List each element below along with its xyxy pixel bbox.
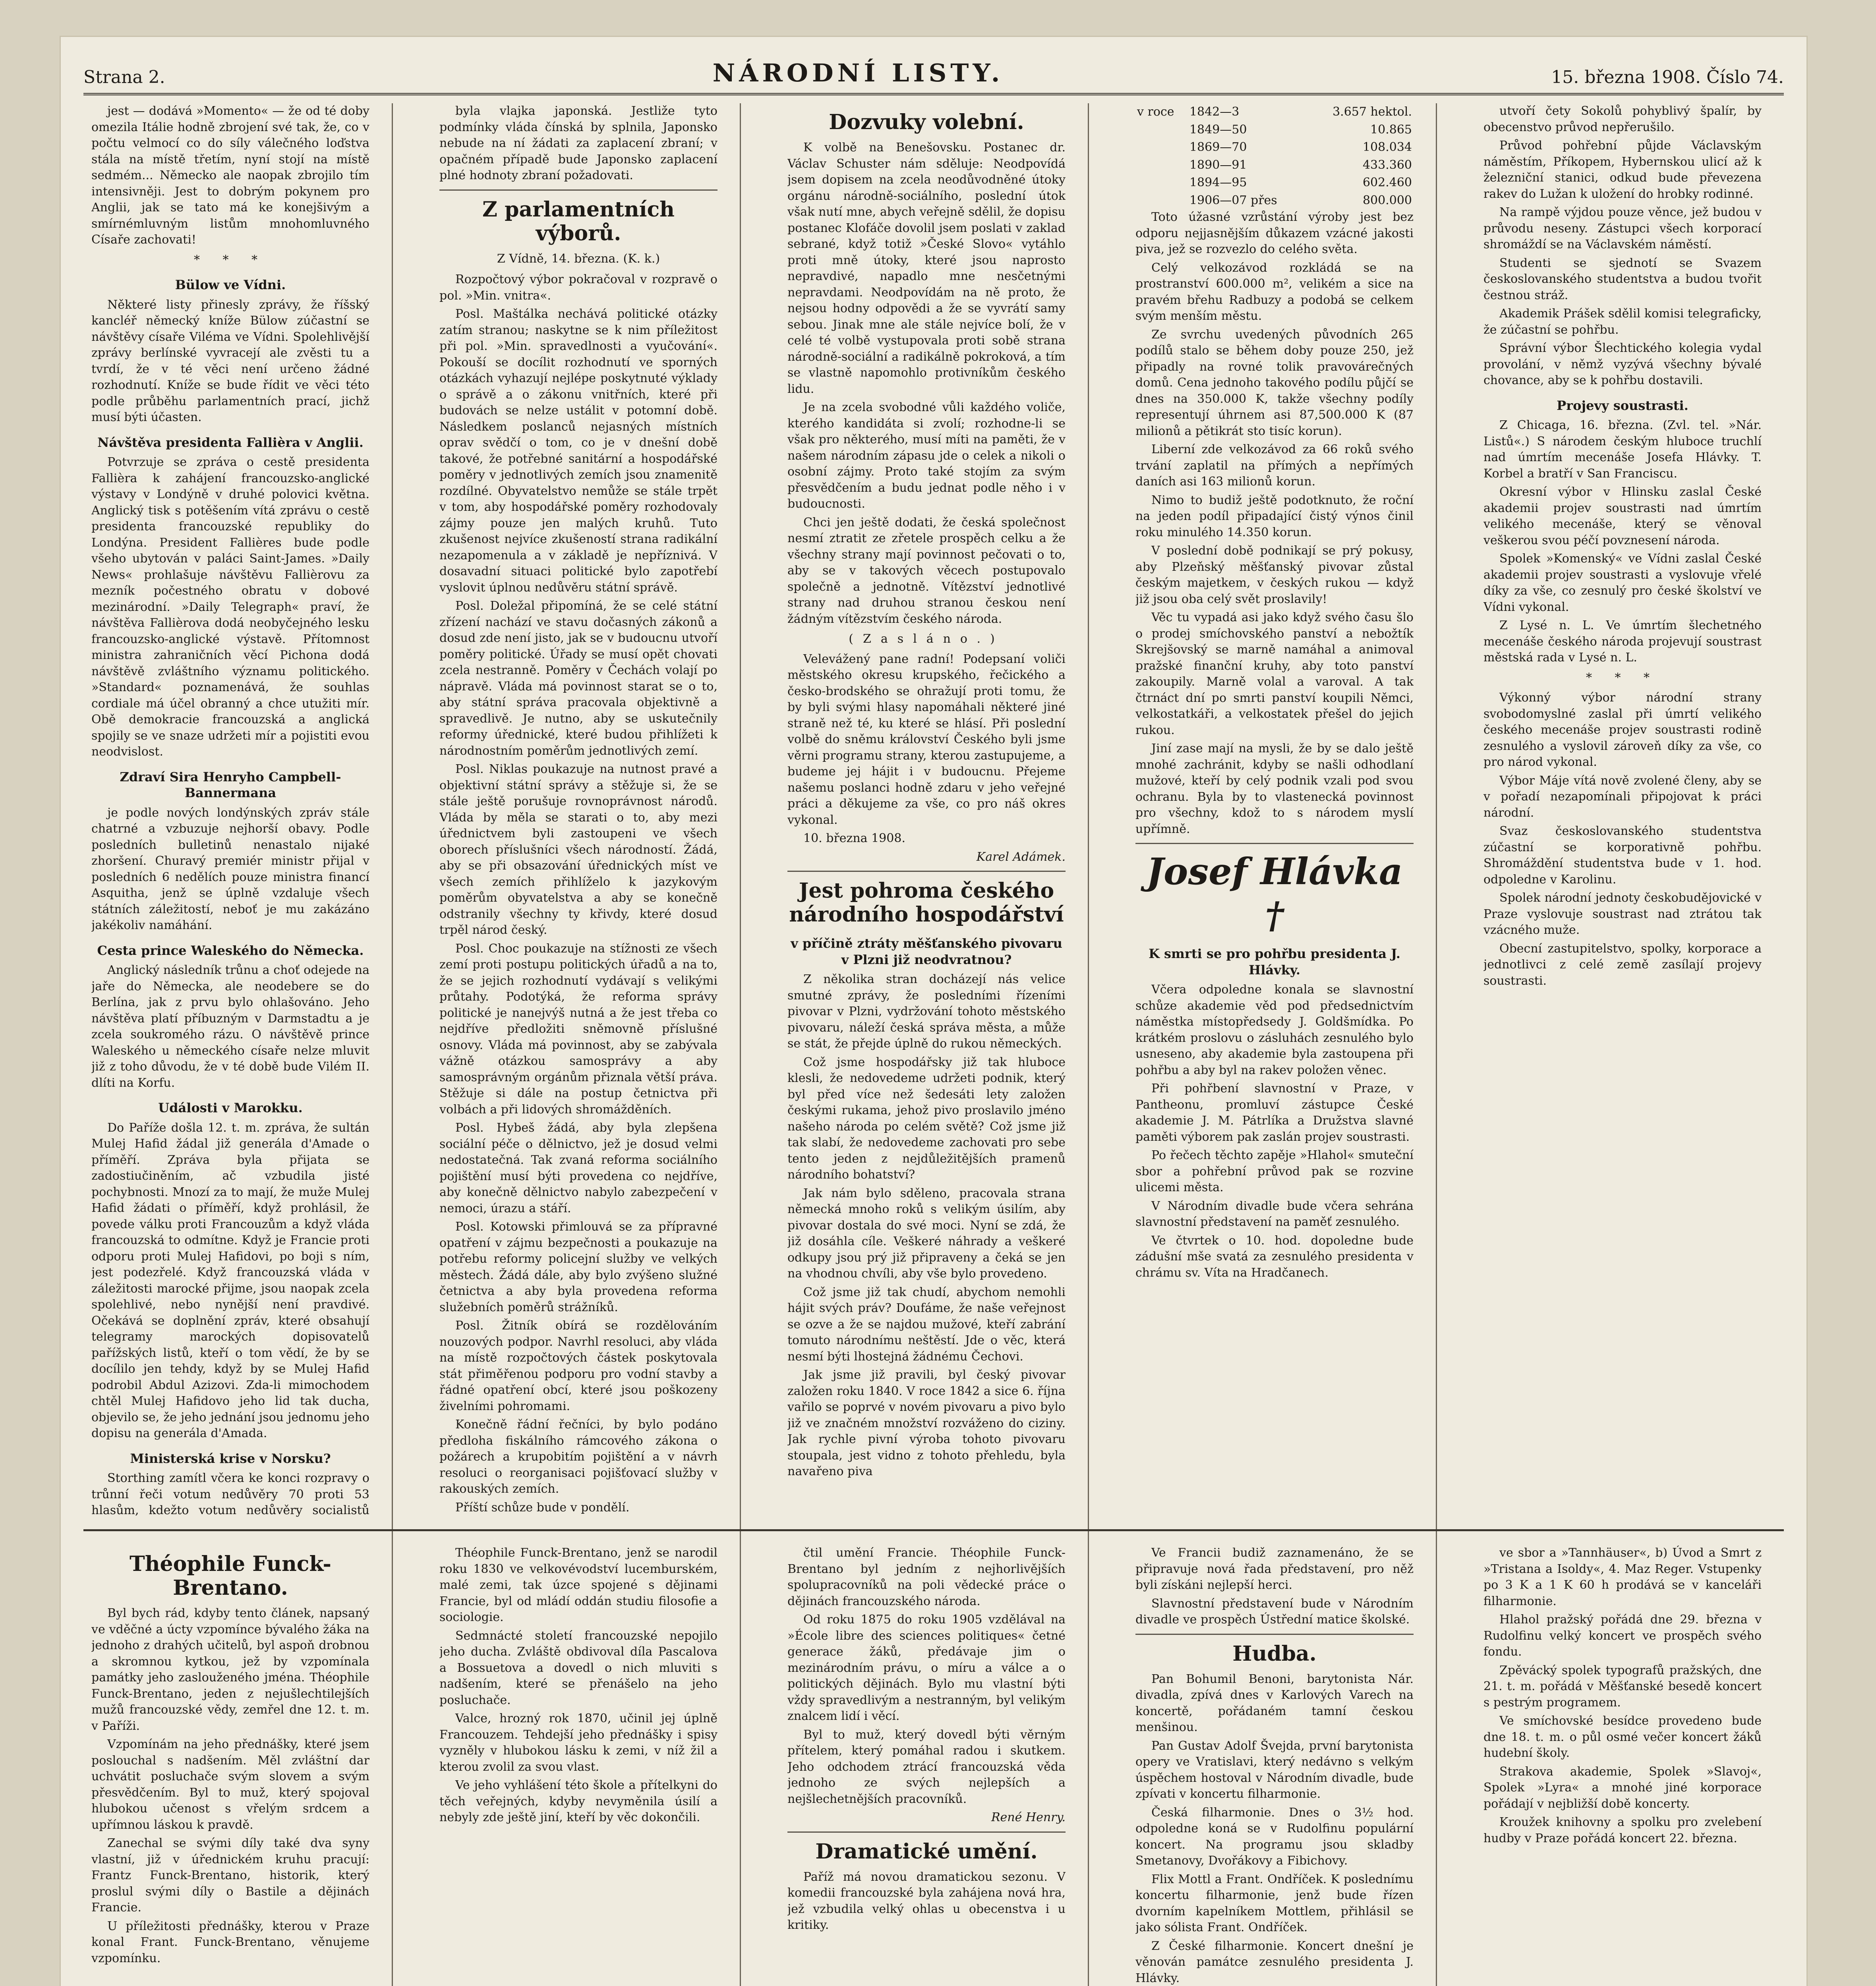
table-cell: 1894—95	[1189, 176, 1247, 189]
paragraph: Od roku 1875 do roku 1905 vzdělával na »École libre des sciences politiques« četné generace žáků, předávaje jim o mezinárodním právu, o míru a válce a o politických dějinách. Bylo mu vlastní býti vždy spravedlivým a nestranným, byl velikým znalcem lidí i věcí.	[787, 1613, 1066, 1723]
table-cell: 800.000	[1362, 193, 1412, 207]
divider	[787, 1831, 1066, 1833]
paragraph: Kroužek knihovny a spolku pro zvelebení hudby v Praze pořádá koncert 22. března.	[1483, 1815, 1762, 1845]
feuilleton-column-1	[91, 1545, 369, 1986]
article-heading: Zdraví Sira Henryho Campbell-Bannermana	[120, 769, 341, 800]
paragraph: Strakova akademie, Spolek »Slavoj«, Spolek »Lyra« a mnohé jiné korporace pořádají v nejbližší době koncerty.	[1483, 1764, 1762, 1811]
column-rule	[1436, 103, 1437, 1986]
paragraph: Posl. Niklas poukazuje na nutnost pravé a objektivní státní správy a stěžuje si, že se stále ještě porušuje rovnoprávnost národů. Vláda by měla se starati o to, aby mezi úřednictvem byli zastoupeni ve všech oborech příslušníci všech národností. Žádá, aby se při obsazování úřednických míst ve všech zemích přihlíželo k jazykovým poměrům obyvatelstva a aby se konečně odstranily všechny ty křivdy, které dosud trpěl národ český.	[439, 762, 718, 937]
paragraph: Studenti se sjednotí se Svazem českoslovanského studentstva a budou tvořit čestnou stráž.	[1483, 256, 1762, 302]
paragraph: Flix Mottl a Frant. Ondříček. K poslednímu koncertu filharmonie, jenž bude řízen dvorním kapelníkem Mottlem, přihlásil se jako sólista Frant. Ondříček.	[1135, 1872, 1414, 1934]
paragraph: Posl. Hybeš žádá, aby byla zlepšena sociální péče o dělnictvo, jež je dosud velmi nedostatečná. Tak zvaná reforma sociálního pojištění musí býti provedena co nejdříve, aby konečně dělnictvo nabylo zabezpečení v nemoci, úrazu a stáří.	[439, 1121, 718, 1215]
paragraph: Výkonný výbor národní strany svobodomyslné zaslal při úmrtí velikého českého mecenáše projev soustrasti rodině zesnulého a vyslovil zároveň díky za vše, co pro národ vykonal.	[1483, 691, 1762, 769]
table-cell: 3.657 hektol.	[1333, 105, 1412, 119]
newspaper-title: NÁRODNÍ LISTY.	[712, 58, 1004, 87]
label: (Zasláno.)	[849, 632, 1004, 646]
issue-date: 15. března 1908. Číslo 74.	[1551, 67, 1784, 87]
paragraph: Nimo to budiž ještě podotknuto, že roční na jeden podíl připadající čistý výnos činil roku minulého 14.350 korun.	[1135, 493, 1414, 539]
paragraph: Ve Francii budiž zaznamenáno, že se připravuje nová řada představení, pro něž byli získáni nejlepší herci.	[1135, 1546, 1414, 1592]
paragraph: je podle nových londýnských zpráv stále chatrné a vzbuzuje nejhorší obavy. Podle posledních bulletinů nenastalo nijaké zhoršení. Churavý premiér ministr přijal v posledních 6 nedělích pouze ministra financí Asquitha, jenž se úplně vzdaluje všech státních záležitostí, neboť je mu zakázáno jakékoliv namáhání.	[91, 806, 369, 932]
article-heading: Ministerská krise v Norsku?	[130, 1451, 331, 1466]
column-2	[439, 103, 718, 1517]
paragraph: Spolek »Komenský« ve Vídni zaslal České akademii projev soustrasti a vyslovuje vřelé díky za vše, co zesnulý pro české školství ve Vídni vykonal.	[1483, 552, 1762, 614]
paragraph: Posl. Doležal připomíná, že se celé státní zřízení nachází ve stavu dočasných zákonů a dosud zde není jisto, jak se v budoucnu utvoří poměry politické. Úřady se musí opět chovati zcela nestranně. Poměry v Čechách volají po nápravě. Vláda má povinnost starat se o to, aby státní správa pracovala objektivně a spravedlivě. Je nutno, aby se uskutečnily reformy úřednické, které budou přihlížeti k národnostním poměrům jednotlivých zemí.	[439, 599, 718, 758]
column-rule	[740, 103, 741, 1986]
paragraph: Storthing zamítl včera ke konci rozpravy o trůnní řeči votum nedůvěry 70 proti 53 hlasům, kdežto votum nedůvěry socialistů	[91, 1471, 369, 1517]
table-row	[1135, 121, 1414, 139]
divider	[1135, 843, 1414, 844]
feuilleton-heading: Théophile Funck-Brentano.	[130, 1552, 331, 1600]
paragraph: Paříž má novou dramatickou sezonu. V komedii francouzské byla zahájena nová hra, jež vzbudila velký ohlas u obecenstva i u kritiky.	[787, 1870, 1066, 1932]
paragraph: Ve smíchovské besídce provedeno bude dne 18. t. m. o půl osmé večer koncert žáků hudební školy.	[1483, 1714, 1762, 1760]
paragraph: Po řečech těchto zapěje »Hlahol« smuteční sbor a pohřební průvod pak se rozvine ulicemi města.	[1135, 1148, 1414, 1194]
paragraph: Svaz českoslovanského studentstva zúčastní se korporativně pohřbu. Shromáždění studentstva bude v 1. hod. odpoledne v Karolinu.	[1483, 824, 1762, 887]
table-cell: 433.360	[1362, 158, 1412, 172]
paragraph: Což jsme hospodářsky již tak hluboce klesli, že nedovedeme udržeti podnik, který byl před více než šedesáti lety založen českými rukama, jehož pivo proslavilo jméno našeho národa po celém světě? Což jsme již tak slabí, že nedovedeme zachovati pro sebe tento jeden z nejdůležitějších pramenů národního bohatství?	[787, 1055, 1066, 1182]
page-number: Strana 2.	[83, 67, 165, 87]
paragraph: Posl. Žitník obírá se rozdělováním nouzových podpor. Navrhl resoluci, aby vláda na místě rozpočtových částek poskytovala stát přiměřenou podporu pro vodní stavby a řádné opatření obcí, které jsou poškozeny živelními pohromami.	[439, 1319, 718, 1413]
paragraph: Zpěvácký spolek typografů pražských, dne 21. t. m. pořádá v Měšťanské besedě koncert s pestrým programem.	[1483, 1663, 1762, 1710]
article-heading: Bülow ve Vídni.	[175, 277, 286, 292]
section-heading: Dramatické umění.	[815, 1839, 1038, 1864]
paragraph: Příští schůze bude v pondělí.	[455, 1500, 630, 1515]
paragraph: Správní výbor Šlechtického kolegia vydal provolání, v němž vyzývá všechny bývalé chovance, aby se k pohřbu dostavili.	[1483, 341, 1762, 387]
column-4	[1135, 103, 1414, 1517]
paragraph: Pan Gustav Adolf Švejda, první barytonista opery ve Vratislavi, který nedávno s velkým úspěchem hostoval v Národním divadle, bude zpívati v koncertu filharmonie.	[1135, 1739, 1414, 1801]
article-subheading: K smrti se pro pohřbu presidenta J. Hlávky.	[1149, 946, 1400, 978]
masthead	[83, 52, 1784, 95]
paragraph: Velevážený pane radní! Podepsaní voliči městského okresu krupského, řečického a česko-brodského se ohražují proti tomu, že by byli svými hlasy napomáhali některé jiné straně než té, ku které se hlásí. Při poslední volbě do sněmu království Českého byli jsme věrni programu strany, kterou zastupujeme, a budeme jej hájit i v budoucnu. Přejeme našemu poslanci hodně zdaru v jeho veřejné práci a děkujeme za vše, co pro náš okres vykonal.	[787, 652, 1066, 827]
table-cell: 1906—07 přes	[1189, 193, 1277, 207]
paragraph: Pan Bohumil Benoni, barytonista Nár. divadla, zpívá dnes v Karlových Varech na koncertě, pořádaném tamní českou menšinou.	[1135, 1672, 1414, 1734]
table-row	[1135, 139, 1414, 156]
table-cell: 1869—70	[1189, 140, 1247, 154]
article-heading: Návštěva presidenta Fallièra v Anglii.	[97, 435, 364, 450]
feuilleton-column-3	[787, 1545, 1066, 1986]
column-1	[91, 103, 369, 1517]
paragraph: Z České filharmonie. Koncert dnešní je věnován památce zesnulého presidenta J. Hlávky.	[1135, 1939, 1414, 1985]
paragraph: ve sbor a »Tannhäuser«, b) Úvod a Smrt z »Tristana a Isoldy«, 4. Maz Reger. Vstupenky po 3 K a 1 K 60 h prodává se v kanceláři filharmonie.	[1483, 1546, 1762, 1608]
paragraph: byla vlajka japonská. Jestliže tyto podmínky vláda čínská by splnila, Japonsko nebude na ní žádati za zaplacení zbraní; v opačném případě bude Japonsko zaplacení plné hodnoty zbraní požadovati.	[439, 104, 718, 182]
paragraph: Chci jen ještě dodati, že česká společnost nesmí ztratit ze zřetele prospěch celku a že všechny strany mají povinnost pečovati o to, aby se v takových věcech postupovalo společně a jednotně. Vítězství jednotlivé strany nad druhou stranou českou není žádným vítězstvím českého národa.	[787, 515, 1066, 626]
table-cell: 1842—3	[1189, 105, 1240, 119]
dateline: Z Vídně, 14. března. (K. k.)	[497, 251, 660, 266]
paragraph: Výbor Máje vítá nově zvolené členy, aby se v pořadí nezapomínali připojovat k práci národní.	[1483, 773, 1762, 820]
table-row	[1135, 103, 1414, 121]
concert-column	[1483, 1545, 1762, 1986]
paragraph: Průvod pohřební půjde Václavským náměstím, Příkopem, Hybernskou ulicí až k železniční stanici, odkud bude převezena rakev do Lužan k uložení do hrobky rodinné.	[1483, 139, 1762, 201]
paragraph: Celý velkozávod rozkládá se na prostranství 600.000 m², velikém a sice na pravém břehu Radbuzy a podobá se celkem svým menším městu.	[1135, 261, 1414, 323]
paragraph: Posl. Kotowski přimlouvá se za přípravné opatření v zájmu bezpečnosti a poukazuje na potřebu reformy policejní služby ve velkých městech. Žádá dále, aby bylo zvýšeno služné četnictva a aby byla provedena reforma služebních poměrů strážníků.	[439, 1220, 718, 1314]
paragraph: V Národním divadle bude včera sehrána slavnostní představení na paměť zesnulého.	[1135, 1199, 1414, 1229]
paragraph: Posl. Choc poukazuje na stížnosti ze všech zemí proti postupu politických úřadů a na to, že se jejich rozhodnutí vydávají s velikými průtahy. Podotýká, že reforma správy politické je nanejvýš nutná a že jest třeba co nejdříve předložiti sněmovně příslušné osnovy. Vláda má povinnost, aby se zabývala vážně otázkou samosprávy a aby samosprávným orgánům přiznala větší práva. Stěžuje si dále na postup četnictva při volbách a při lidových shromážděních.	[439, 941, 718, 1117]
paragraph: Anglický následník trůnu a choť odejede na jaře do Německa, ale neodebere se do Berlína, jak z prvu bylo ohlašováno. Jeho návštěva platí příbuzným v Darmstadtu a je zcela soukromého rázu. O návštěvě prince Waleského u německého císaře nelze mluvit již z toho důvodu, že v té době bude Vilém II. dlíti na Korfu.	[91, 963, 369, 1090]
paragraph: Zanechal se svými díly také dva syny vlastní, již v úřednickém kruhu pracují: Frantz Funck-Brentano, historik, který proslul svými díly o Bastile a dějinách Francie.	[91, 1836, 369, 1915]
paragraph: Liberní zde velkozávod za 66 roků svého trvání zaplatil na přímých a nepřímých daních asi 163 milionů korun.	[1135, 442, 1414, 489]
paragraph: Rozpočtový výbor pokračoval v rozpravě o pol. »Min. vnitra«.	[439, 272, 718, 303]
feuilleton-column-2	[439, 1545, 718, 1986]
article-subheading: v příčině ztráty měšťanského pivovaru v Plzni již neodvratnou?	[791, 936, 1062, 967]
table-row	[1135, 156, 1414, 174]
paragraph: Spolek národní jednoty českobudějovické v Praze vyslovuje soustrast nad ztrátou tak vzácného muže.	[1483, 891, 1762, 937]
section-heading: Dozvuky volební.	[829, 110, 1024, 134]
paragraph: utvoří čety Sokolů pohyblivý špalír, by obecenstvo průvod nepřerušilo.	[1483, 104, 1762, 134]
paragraph: Slavnostní představení bude v Národním divadle ve prospěch Ústřední matice školské.	[1135, 1596, 1414, 1627]
divider	[439, 189, 718, 191]
article-heading: Cesta prince Waleského do Německa.	[97, 943, 364, 958]
paragraph: Což jsme již tak chudí, abychom nemohli hájit svých práv? Doufáme, že naše veřejnost se ozve a že se najdou mužové, kteří zabrání tomuto národnímu neštěstí. Jde o věc, která nesmí býti lhostejná žádnému Čechovi.	[787, 1285, 1066, 1364]
paragraph: Jiní zase mají na mysli, že by se dalo ještě mnohé zachránit, kdyby se našli odhodlaní mužové, kteří by celý podnik vzali pod svou ochranu. Byla by to vlastenecká povinnost pro všechny, kdož to s národem myslí upřímně.	[1135, 742, 1414, 836]
section-heading: Hudba.	[1232, 1641, 1317, 1666]
column-rule	[1088, 103, 1089, 1986]
paragraph: Je na zcela svobodné vůli každého voliče, kterého kandidáta si zvolí; rozhodne-li se však pro některého, musí míti na paměti, že v našem národním zápasu jde o celek a nikoli o osobní zájmy. Proto také stojím za svým přesvědčením a budu jednat podle něho i v budoucnosti.	[787, 400, 1066, 511]
paragraph: U příležitosti přednášky, kterou v Praze konal Frant. Funck-Brentano, věnujeme vzpomínku.	[91, 1919, 369, 1965]
paragraph: Do Paříže došla 12. t. m. zpráva, že sultán Mulej Hafid žádal již generála d'Amade o příměří. Zpráva byla přijata se zadostiučiněním, ač vzbudila jisté pochybnosti. Mnozí za to mají, že muže Mulej Hafid žádati o příměří, když prohlásil, že povede válku proti Francouzům a když vláda francouzská to odmítne. Když je Francie proti odporu proti Mulej Hafidovi, po boji s ním, jest podezřelé. Když francouzská vláda v záležitosti marocké přijme, jsou naopak zcela spolehlivé, nebo nynější není pravdivé. Očekává se doplnění zpráv, které obsahují telegramy marockých dopisovatelů pařížských listů, kteří o tom vědí, že by se docílilo jen tehdy, když by se Mulej Hafid podrobil Abdul Azizovi. Zda-li mimochodem chtěl Mulej Hafidovo jeho lid tak ducha, objevilo se, že jeho jednání jsou jednomu jeho dopisu na generála d'Amada.	[91, 1121, 369, 1440]
table-cell: 602.460	[1362, 176, 1412, 189]
paragraph: Z Lysé n. L. Ve úmrtím šlechetného mecenáše českého národa projevují soustrast městská rada v Lysé n. L.	[1483, 618, 1762, 665]
table-cell: 1849—50	[1189, 122, 1247, 137]
paragraph: Toto úžasné vzrůstání výroby jest bez odporu nejjasnějším důkazem vzácné jakosti piva, jež se rozvezlo do celého světa.	[1135, 210, 1414, 256]
paragraph: Théophile Funck-Brentano, jenž se narodil roku 1830 ve velkovévodství lucemburském, malé zemi, tak úzce spojené s dějinami Francie, byl od mládí oddán studiu filosofie a sociologie.	[439, 1546, 718, 1624]
paragraph: Potvrzuje se zpráva o cestě presidenta Fallièra k zahájení francouzsko-anglické výstavy v Londýně v druhé polovici května. Anglický tisk s potěšením vítá zprávu o cestě presidenta francouzské republiky do Londýna. President Fallières bude podle všeho ubytován v paláci Saint-James. »Daily News« prohlašuje návštěvu Fallièrovu za mezník počestného obratu v dobové mezinárodní. »Daily Telegraph« praví, že návštěva Fallièrova dodá neobyčejného lesku francouzsko-anglické výstavě. Přítomnost ministra zahraničních věcí Pichona dodá návštěvě zvláštního významu politického. »Standard« poznamenává, že souhlas cordiale má účel obranný a chce utužiti mír. Obě demokracie francouzská a anglická spojily se ve snaze udržeti mír a pojistiti evou neodvislost.	[91, 455, 369, 759]
paragraph: Byl to muž, který dovedl býti věrným přítelem, který pomáhal radou i skutkem. Jeho odchodem ztrácí francouzská věda jednoho ze svých nejlepších a nejšlechetnějších pracovníků.	[787, 1727, 1066, 1806]
section-heading: Z parlamentních výborů.	[482, 197, 675, 245]
music-column	[1135, 1545, 1414, 1986]
divider	[1135, 1634, 1414, 1635]
paragraph: K volbě na Benešovsku. Postanec dr. Václav Schuster nám sděluje: Neodpovídá jsem dopisem na zcela neodůvodněné útoky orgánu národně-sociálního, poslední útok však nutí mne, abych veřejně sdělil, že dopisu postanec Klofáče dovolil jsem poslati v zaklad sebrané, když totiž »České Slovo« vytáhlo proti mně útoky, které jsou naprosto nepravdivé, napadlo mne nesčetnými nepravdami. Neodpovídám na ně proto, že nejsou hodny odpovědi a že se vyvrátí samy sebou. Jinak mne ale stále nejvíce bolí, že v celé té volbě vystupovala proti sobě strana národně-sociální a radikálně pokroková, a tím se vlastně napomohlo protivníkům českého lidu.	[787, 141, 1066, 396]
feuilleton-rule	[83, 1529, 1784, 1531]
paragraph: Na rampě výjdou pouze věnce, jež budou v průvodu neseny. Zástupci všech korporací shromáždí se na Václavském náměstí.	[1483, 205, 1762, 251]
paragraph: Obecní zastupitelstvo, spolky, korporace a jednotlivci z celé země zasílají projevy soustrasti.	[1483, 941, 1762, 988]
paragraph: Ve jeho vyhlášení této škole a přítelkyni do těch veřejných, kdyby nevyměnila úsilí a nebyly zde ještě jiní, kteří by věc dokončili.	[439, 1778, 718, 1824]
signature: Karel Adámek.	[976, 850, 1066, 864]
paragraph: Česká filharmonie. Dnes o 3½ hod. odpoledne koná se v Rudolfinu populární koncert. Na programu jsou skladby Smetanovy, Dvořákovy a Fibichovy.	[1135, 1805, 1414, 1868]
article-heading: Projevy soustrasti.	[1557, 398, 1688, 413]
paragraph: 10. března 1908.	[803, 831, 905, 845]
paragraph: Sedmnácté století francouzské nepojilo jeho ducha. Zvláště obdivoval díla Pascalova a Bossuetova a dovedl o nich mluviti s nadšením, které se přenášelo na jeho posluchače.	[439, 1629, 718, 1707]
paragraph: Z několika stran docházejí nás velice smutné zprávy, že posledními řízeními pivovar v Plzni, vydržování tohoto městského pivovaru, náleží česká správa města, a může se stát, že přejde úplně do rukou německých.	[787, 972, 1066, 1051]
table-cell: v roce	[1137, 105, 1174, 119]
paragraph: Při pohřbení slavnostní v Praze, v Pantheonu, promluví zástupce České akademie J. M. Pátrlíka a Družstva slavné paměti výborem pak zaslán projev soustrasti.	[1135, 1082, 1414, 1144]
column-rule	[392, 103, 393, 1986]
paragraph: Ve čtvrtek o 10. hod. dopoledne bude zádušní mše svatá za zesnulého presidenta v chrámu sv. Víta na Hradčanech.	[1135, 1233, 1414, 1280]
section-heading: Jest pohroma českého národního hospodářství	[789, 879, 1064, 927]
signature: René Henry.	[991, 1810, 1066, 1824]
paragraph: čtil umění Francie. Théophile Funck-Brentano byl jedním z nejhorlivějších spolupracovníků na poli vědecké práce o dějinách francouzského národa.	[787, 1546, 1066, 1608]
paragraph: Včera odpoledne konala se slavnostní schůze akademie věd pod předsednictvím náměstka místopředsedy J. Goldšmídka. Po krátkém proslovu o zásluhách zesnulého bylo usneseno, aby akademie byla zastoupena při pohřbu a aby byl na rakev položen věnec.	[1135, 983, 1414, 1077]
divider	[787, 871, 1066, 872]
table-cell: 10.865	[1370, 122, 1412, 137]
separator: * * *	[1586, 670, 1659, 685]
paragraph: Akademik Prášek sdělil komisi telegraficky, že zúčastní se pohřbu.	[1483, 307, 1762, 337]
paragraph: Jak jsme již pravili, byl český pivovar založen roku 1840. V roce 1842 a sice 6. října vařilo se poprvé v novém pivovaru a pivo bylo již ve značném množství rozváženo do ciziny. Jak rychle pivní výroba tohoto pivovaru stoupala, jest vidno z tohoto přehledu, byla navařeno piva	[787, 1368, 1066, 1478]
paragraph: Některé listy přinesly zprávy, že říšský kancléř německý kníže Bülow zúčastní se návštěvy císaře Viléma ve Vídni. Spolehlivější zprávy berlínské vyvracejí ale zvěsti tu a tvrdí, že v té věci není určeno žádné rozhodnutí. Kníže se bude řídit ve věci této podle průběhu parlamentních prací, jichž musí býti účasten.	[91, 298, 369, 424]
paragraph: Vzpomínám na jeho přednášky, které jsem poslouchal s nadšením. Měl zvláštní dar uchvátit posluchače svým slovem a svým přesvědčením. Byl to muž, který spojoval hlubokou učenost s vřelým srdcem a upřímnou láskou k pravdě.	[91, 1737, 369, 1832]
table-row	[1135, 192, 1414, 210]
table-row	[1135, 174, 1414, 192]
table-cell: 108.034	[1362, 140, 1412, 154]
newspaper-page	[60, 36, 1808, 1986]
column-3	[787, 103, 1066, 1517]
table-cell: 1890—91	[1189, 158, 1247, 172]
article-heading: Události v Marokku.	[158, 1100, 303, 1115]
paragraph: V poslední době podnikají se prý pokusy, aby Plzeňský měšťanský pivovar zůstal českým majetkem, v českých rukou — když již jsou oba celý svět proslavily!	[1135, 544, 1414, 606]
paragraph: Ze svrchu uvedených původních 265 podílů stalo se během doby pouze 250, jež připadly na rovné tolik pravovárečných domů. Cena jednoho takového podílu půjčí se dnes na 350.000 K, takže všechny podíly representují úhrnem asi 87,500.000 K (87 milionů a pětikrát sto tisíc korun).	[1135, 327, 1414, 438]
paragraph: jest — dodává »Momento« — že od té doby omezila Itálie hodně zbrojení své tak, že, co v počtu velmocí co do síly válečného loďstva stála na místě třetím, nyní stojí na místě sedmém... Německo ale naopak zbrojilo tím intensivněji. Jest to dobrým pokynem pro Anglii, jak se tato má ke konejšivým a smírnémluvným listům mnohomluvného Císaře zachovati!	[91, 104, 369, 247]
paragraph: Hlahol pražský pořádá dne 29. března v Rudolfinu velký koncert ve prospěch svého fondu.	[1483, 1613, 1762, 1659]
separator: * * *	[193, 253, 267, 267]
paragraph: Okresní výbor v Hlinsku zaslal České akademii projev soustrasti nad úmrtím velikého mecenáše, který se věnoval veškerou svou péčí povznesení národa.	[1483, 485, 1762, 547]
paragraph: Konečně řádní řečníci, by bylo podáno předloha fiskálního rámcového zákona o požárech a krupobitím pojištění a v návrh resoluci o reorganisaci pojišťovací služby v rakouských zemích.	[439, 1418, 718, 1496]
obituary-heading: Josef Hlávka †	[1146, 850, 1403, 937]
paragraph: Valce, hrozný rok 1870, učinil jej úplně Francouzem. Tehdejší jeho přednášky i spisy vyzněly v hlubokou lásku k zemi, v níž žil a kterou zvolil za svou vlast.	[439, 1712, 718, 1774]
production-table	[1135, 103, 1414, 209]
paragraph: Posl. Maštálka nechává politické otázky zatím stranou; naskytne se k nim příležitost při pol. »Min. spravedlnosti a vyučování«. Pokouší se docílit rozhodnutí ve sporných otázkách vyhazují nejlépe poskytnuté výklady o správě a o zákonu vnitřních, které při budovách se nelze ustálit v potomní době. Následkem poslanců nejasných místních oprav svědčí o tom, co je v dnešní době takové, že potřebné sanitární a hospodářské poměry v jednotlivých zemích jsou znamenitě rozdílné. Obyvatelstvo nemůže se stále trpět v tom, aby hospodářské poměry rozhodovaly zájmy pouze jen malých kruhů. Tuto zkušenost nejvíce zkušeností strana radikální nezapomenula a v základě je nepříznivá. V dosavadní situaci politické bylo zapotřebí vyslovit úplnou nedůvěru státní správě.	[439, 307, 718, 595]
column-5	[1483, 103, 1762, 1517]
paragraph: Byl bych rád, kdyby tento článek, napsaný ve vděčné a úcty vzpomínce bývalého žáka na jednoho z drahých učitelů, byl aspoň drobnou a skromnou kytkou, jež by vzpomínala památky jeho zaslouženého jména. Théophile Funck-Brentano, jeden z nejušlechtilejších mužů francouzské vědy, zemřel dne 12. t. m. v Paříži.	[91, 1606, 369, 1733]
paragraph: Věc tu vypadá asi jako když svého času šlo o prodej smíchovského panství a nebožtík Skrejšovský se marně namáhal a animoval pražské finanční kruhy, aby toto panství zakoupily. Marně volal a varoval. A tak čtrnáct dní po smrti panství koupili Němci, velkostatkáři, a velkostatek přešel do jejich rukou.	[1135, 610, 1414, 737]
paragraph: Z Chicaga, 16. března. (Zvl. tel. »Nár. Listů«.) S národem českým hluboce truchlí nad úmrtím mecenáše Josefa Hlávky. T. Korbel a bratří v San Franciscu.	[1483, 418, 1762, 481]
paragraph: Jak nám bylo sděleno, pracovala strana německá mnoho roků s velikým úsilím, aby pivovar dostala do své moci. Nyní se zdá, že již dosáhla cíle. Veškeré náhrady a veškeré odkupy jsou prý již připraveny a čeká se jen na vhodnou chvíli, aby vše bylo provedeno.	[787, 1186, 1066, 1281]
